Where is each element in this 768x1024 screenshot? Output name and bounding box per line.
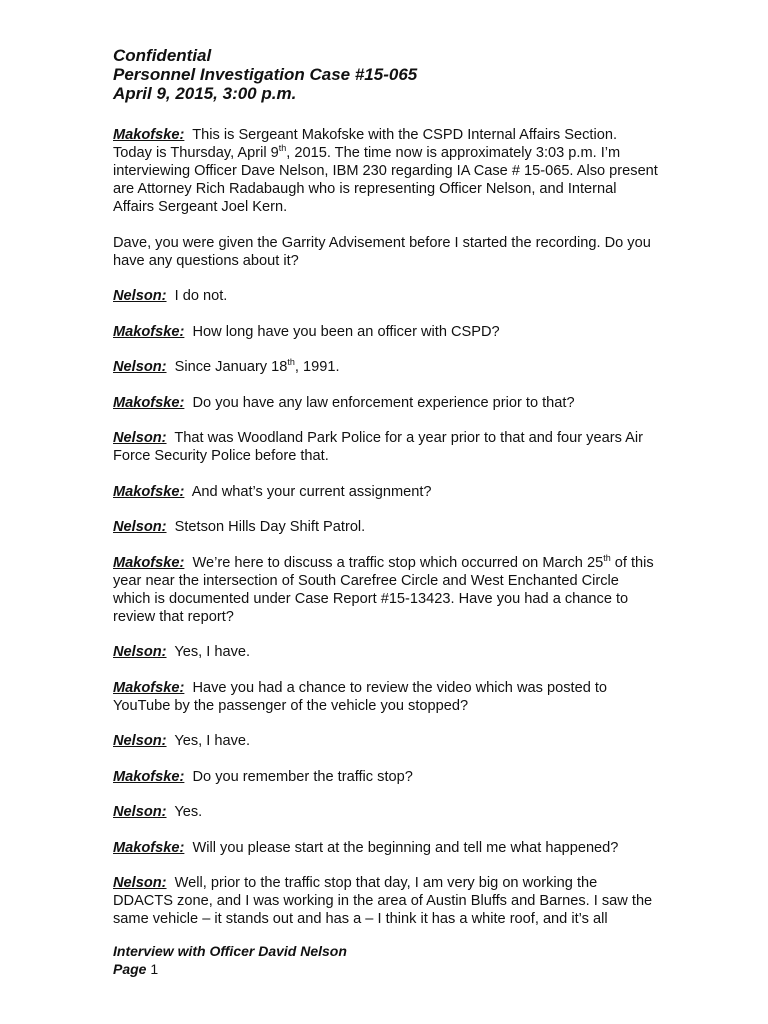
document-header: [113, 46, 417, 103]
speaker-label: Makofske:: [113, 768, 185, 785]
statement-text: , 2015. The time now is approximately 3:03 p.m. I’m interviewing Officer Dave Nelson, IBM 230 regarding IA Case # 15-065. Also present are Attorney Rich Radabaugh who is representing Officer Nelson, and Internal Affairs Sergeant Joel Kern.: [113, 145, 658, 215]
statement-text: Do you remember the traffic stop?: [192, 768, 413, 785]
ordinal-suffix: th: [287, 357, 295, 368]
speaker-label: Nelson:: [113, 733, 167, 749]
statement-text: That was Woodland Park Police for a year prior to that and four years Air Force Security Police before that.: [113, 430, 643, 464]
footer-page-number: 1: [150, 961, 159, 977]
interview-date: April 9, 2015, 3:00 p.m.: [113, 84, 297, 103]
statement-text: Since January 18: [174, 359, 288, 375]
statement-text: Dave, you were given the Garrity Advisement before I started the recording. Do you have any questions about it?: [113, 234, 651, 269]
transcript-paragraph: [113, 732, 658, 750]
statement-text: Well, prior to the traffic stop that day, I am very big on working the DDACTS zone, and I was working in the area of Austin Bluffs and Barnes. I saw the same vehicle – it stands out and has a – I think it has a white roof, and it’s all: [113, 875, 653, 927]
statement-text: Do you have any law enforcement experience prior to that?: [192, 394, 575, 411]
page-footer: [113, 942, 347, 978]
transcript-paragraph: [113, 839, 658, 857]
case-title: Personnel Investigation Case #15-065: [113, 65, 418, 84]
speaker-label: Nelson:: [113, 359, 167, 375]
speaker-label: Nelson:: [113, 430, 167, 446]
statement-text: Will you please start at the beginning and tell me what happened?: [192, 839, 619, 856]
ordinal-suffix: th: [278, 143, 287, 154]
transcript-paragraph: [113, 287, 658, 305]
transcript-paragraph: [113, 323, 658, 341]
footer-page-label: Page: [113, 961, 147, 977]
transcript-paragraph: [113, 429, 658, 465]
statement-text: of this year near the intersection of South Carefree Circle and West Enchanted Circle which is documented under Case Report #15-13423. Have you had a chance to review that report?: [113, 554, 654, 625]
statement-text: This is Sergeant Makofske with the CSPD Internal Affairs Section. Today is Thursday, April 9: [113, 127, 617, 161]
statement-text: Yes, I have.: [174, 644, 251, 660]
statement-text: And what’s your current assignment?: [191, 483, 432, 500]
speaker-label: Nelson:: [113, 519, 167, 535]
confidential-label: Confidential: [113, 46, 212, 65]
speaker-label: Makofske:: [113, 554, 185, 571]
statement-text: How long have you been an officer with CSPD?: [192, 323, 500, 340]
speaker-label: Nelson:: [113, 875, 167, 891]
speaker-label: Makofske:: [113, 127, 185, 143]
speaker-label: Nelson:: [113, 288, 167, 304]
speaker-label: Makofske:: [113, 394, 185, 411]
transcript-paragraph: [113, 874, 658, 928]
footer-page: [113, 960, 347, 978]
ordinal-suffix: th: [603, 552, 611, 563]
speaker-label: Makofske:: [113, 679, 185, 696]
speaker-label: Makofske:: [113, 839, 185, 856]
footer-title: Interview with Officer David Nelson: [113, 943, 347, 959]
statement-text: Stetson Hills Day Shift Patrol.: [174, 519, 366, 535]
statement-text: Yes.: [174, 804, 203, 820]
statement-text: , 1991.: [294, 359, 340, 375]
statement-text: We’re here to discuss a traffic stop which occurred on March 25: [192, 554, 604, 571]
speaker-label: Nelson:: [113, 804, 167, 820]
transcript-paragraph: [113, 554, 658, 626]
transcript-paragraph: [113, 483, 658, 501]
transcript-paragraph: [113, 518, 658, 536]
transcript-paragraph: [113, 768, 658, 786]
speaker-label: Makofske:: [113, 323, 185, 340]
transcript-paragraph: [113, 803, 658, 821]
statement-text: Yes, I have.: [174, 733, 251, 749]
transcript-paragraph: [113, 643, 658, 661]
transcript-paragraph: [113, 679, 658, 715]
speaker-label: Makofske:: [113, 483, 185, 500]
transcript-paragraph: [113, 126, 658, 216]
statement-text: Have you had a chance to review the video which was posted to YouTube by the passenger of the vehicle you stopped?: [113, 679, 608, 714]
statement-text: I do not.: [174, 288, 228, 304]
transcript-paragraph: [113, 234, 658, 270]
transcript-paragraph: [113, 358, 658, 376]
transcript-paragraph: [113, 394, 658, 412]
transcript-body: [113, 126, 658, 946]
speaker-label: Nelson:: [113, 644, 167, 660]
